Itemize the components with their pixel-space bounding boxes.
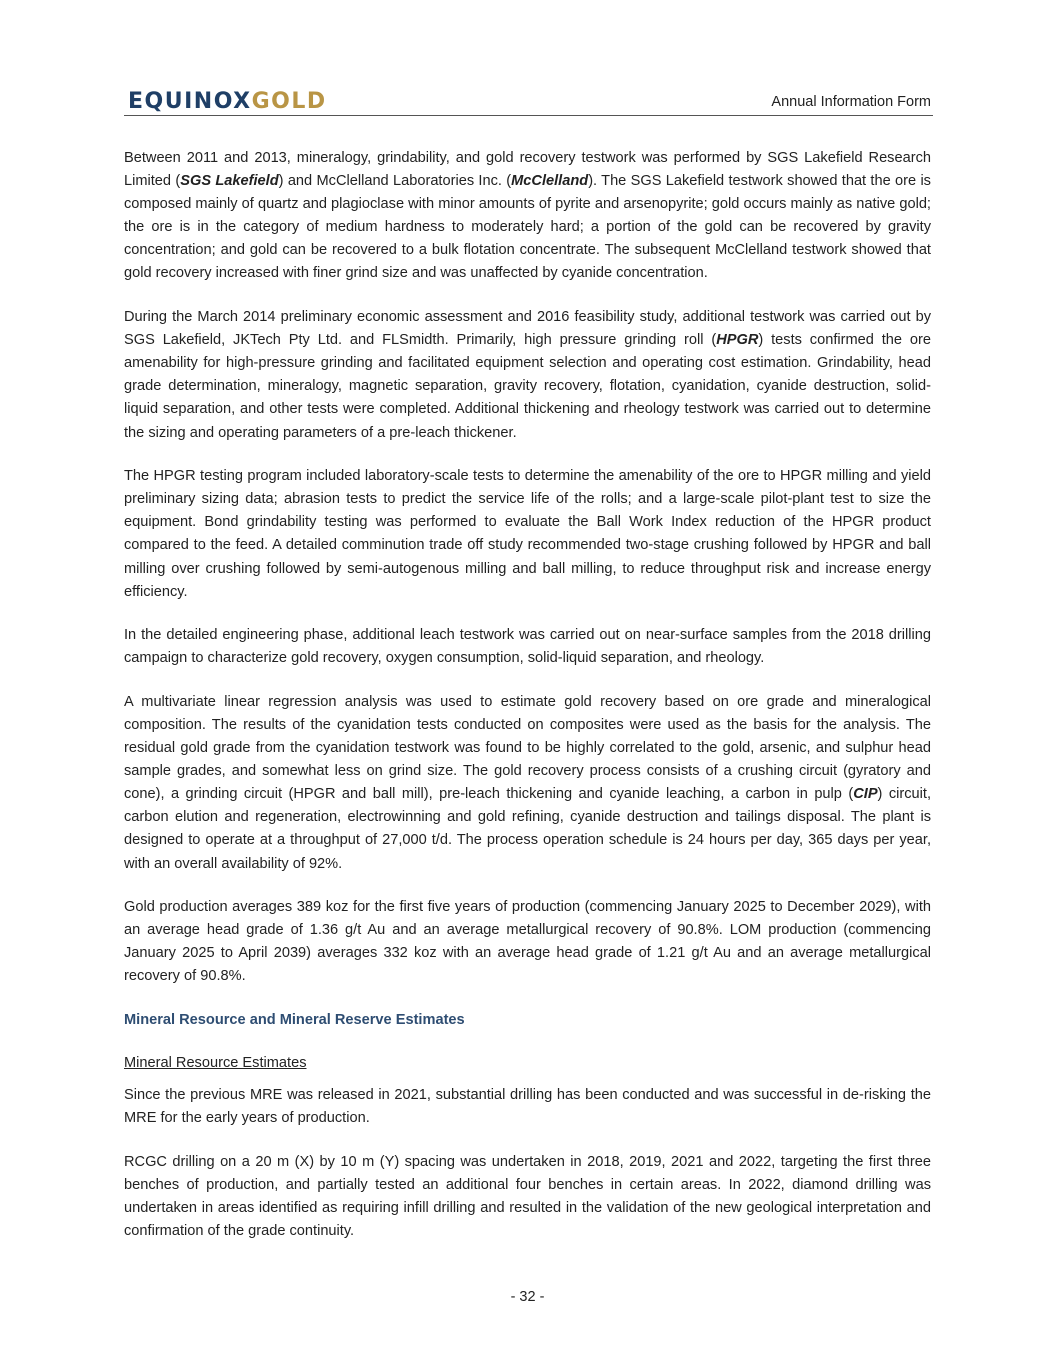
company-logo xyxy=(128,89,327,115)
logo-text-gold: GOLD xyxy=(251,89,327,114)
page-content xyxy=(124,147,931,1264)
page-number: - 32 - xyxy=(510,1289,545,1305)
defined-term-hpgr: HPGR xyxy=(716,332,759,349)
paragraph-regression-analysis: A multivariate linear regression analysis was used to estimate gold recovery based on ore grade and mineralogical composition. The results of the cyanidation tests conducted on composites were used as the basis for the analysis. The residual gold grade from the cyanidation testwork was found to be highly correlated to the gold, arsenic, and sulphur head sample grades, and somewhat less on grind size. The gold recovery process consists of a crushing circuit (gyratory and cone), a grinding circuit (HPGR and ball mill), pre-leach thickening and cyanide leaching, a carbon in pulp (CIP) circuit, carbon elution and regeneration, electrowinning and gold refining, cyanide destruction and tailings disposal. The plant is designed to operate at a throughput of 27,000 t/d. The process operation schedule is 24 hours per day, 365 days per year, with an overall availability of 92%. xyxy=(124,693,932,872)
paragraph-testwork-2011-2013: Between 2011 and 2013, mineralogy, grindability, and gold recovery testwork was performed by SGS Lakefield Research Limited (SGS Lakefield) and McClelland Laboratories Inc. (McClelland). The SGS Lakefield testwork showed that the ore is composed mainly of quartz and plagioclase with minor amounts of pyrite and arsenopyrite; gold occurs mainly as native gold; the ore is in the category of medium hardness to moderately hard; a portion of the gold can be recovered by gravity concentration; and gold can be recovered to a bulk flotation concentrate. The subsequent McClelland testwork showed that gold recovery increased with finer grind size and was unaffected by cyanide concentration. xyxy=(124,150,931,282)
defined-term-cip: CIP xyxy=(853,786,878,803)
paragraph-rcgc-drilling: RCGC drilling on a 20 m (X) by 10 m (Y) spacing was undertaken in 2018, 2019, 2021 and 2022, targeting the first three benches of production, and partially tested an additional four benches in certain areas. In 2022, diamond drilling was undertaken in areas identified as requiring infill drilling and resulted in the validation of the new geological interpretation and confirmation of the grade continuity. xyxy=(124,1153,931,1240)
logo-text-equinox: EQUINOX xyxy=(128,89,252,114)
defined-term-sgs-lakefield: SGS Lakefield xyxy=(180,173,279,190)
subsection-heading: Mineral Resource Estimates xyxy=(124,1055,307,1072)
section-heading: Mineral Resource and Mineral Reserve Estimates xyxy=(124,1012,465,1028)
document-title: Annual Information Form xyxy=(771,94,931,110)
paragraph-feasibility-testwork: During the March 2014 preliminary economic assessment and 2016 feasibility study, additional testwork was carried out by SGS Lakefield, JKTech Pty Ltd. and FLSmidth. Primarily, high pressure grinding roll (HPGR) tests confirmed the ore amenability for high-pressure grinding and facilitated equipment selection and operating cost estimation. Grindability, head grade determination, mineralogy, magnetic separation, gravity recovery, flotation, cyanidation, cyanide destruction, solid-liquid separation, and other tests were completed. Additional thickening and rheology testwork was carried out to determine the sizing and operating parameters of a pre-leach thickener. xyxy=(124,309,931,441)
paragraph-hpgr-testing: The HPGR testing program included laboratory-scale tests to determine the amenability of the ore to HPGR milling and yield preliminary sizing data; abrasion tests to predict the service life of the rolls; and a large-scale pilot-plant test to size the equipment. Bond grindability testing was performed to evaluate the Ball Work Index reduction of the HPGR product compared to the feed. A detailed comminution trade off study recommended two-stage crushing followed by HPGR and ball milling over crushing followed by semi-autogenous milling and ball milling, to reduce throughput risk and increase energy efficiency. xyxy=(124,468,931,600)
paragraph-mre-drilling: Since the previous MRE was released in 2021, substantial drilling has been conducted and was successful in de-risking the MRE for the early years of production. xyxy=(124,1087,931,1127)
paragraph-detailed-engineering: In the detailed engineering phase, additional leach testwork was carried out on near-surface samples from the 2018 drilling campaign to characterize gold recovery, oxygen consumption, solid-liquid separation, and rheology. xyxy=(124,627,931,667)
page-header xyxy=(124,88,933,116)
defined-term-mcclelland: McClelland xyxy=(511,173,589,190)
paragraph-gold-production: Gold production averages 389 koz for the first five years of production (commencing January 2025 to December 2029), with an average head grade of 1.36 g/t Au and an average metallurgical recovery of 90.8%. LOM production (commencing January 2025 to April 2039) averages 332 koz with an average head grade of 1.21 g/t Au and an average metallurgical recovery of 90.8%. xyxy=(124,899,931,985)
